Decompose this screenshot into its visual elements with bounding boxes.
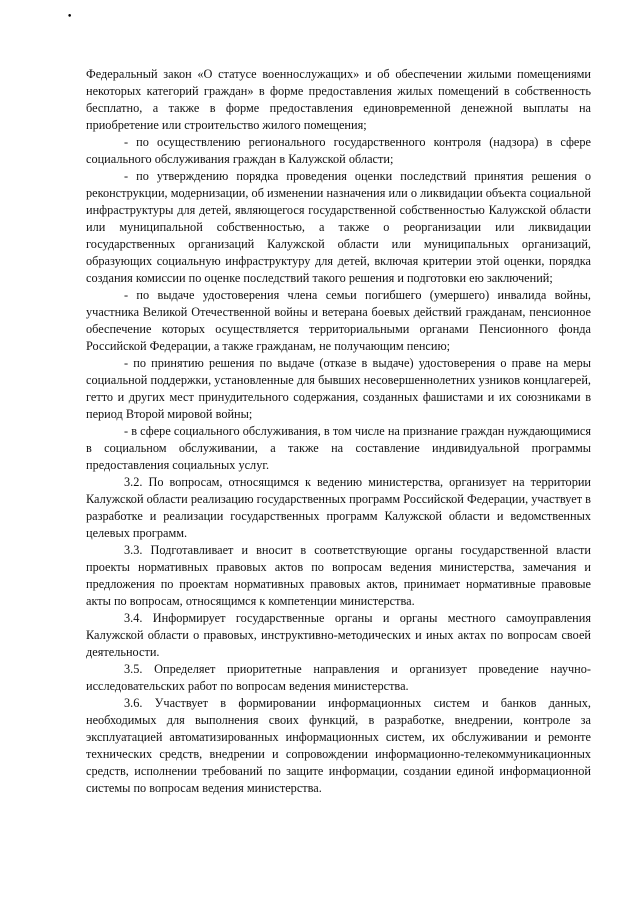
paragraph-3-6: 3.6. Участвует в формировании информационных систем и банков данных, необходимых для выполнения своих функций, в разработке, внедрении, контроле за эксплуатацией автоматизированных информационных систем, их обслуживании и ремонте технических средств, внедрении и сопровождении информационно-телекоммуникационных средств, исполнении требований по защите информации, создании единой информационной системы по вопросам ведения министерства. <box>86 696 591 795</box>
paragraph-3-4: 3.4. Информирует государственные органы и органы местного самоуправления Калужской области о правовых, инструктивно-методических и иных актах по вопросам своей деятельности. <box>86 611 591 659</box>
paragraph-regional-control: - по осуществлению регионального государственного контроля (надзора) в сфере социального обслуживания граждан в Калужской области; <box>86 135 591 166</box>
paragraph-family-certificate: - по выдаче удостоверения члена семьи погибшего (умершего) инвалида войны, участника Великой Отечественной войны и ветерана боевых действий гражданам, пенсионное обеспечение которых осуществляется территориальными органами Пенсионного фонда Российской Федерации, а также гражданам, не получающим пенсию; <box>86 288 591 353</box>
paragraph-social-infrastructure: - по утверждению порядка проведения оценки последствий принятия решения о реконструкции, модернизации, об изменении назначения или о ликвидации объекта социальной инфраструктуры для детей, являющегося государственной собственностью Калужской области или муниципальной собственностью, а также о реорганизации или ликвидации государственных организаций Калужской области или муниципальных организаций, образующих социальную инфраструктуру для детей, включая критерии этой оценки, порядка создания комиссии по оценке последствий такого решения и подготовки ею заключений; <box>86 169 591 285</box>
document-body <box>86 66 591 797</box>
paragraph-federal-law: Федеральный закон «О статусе военнослужащих» и об обеспечении жилыми помещениями некоторых категорий граждан» в форме предоставления жилых помещений в собственность бесплатно, а также в форме предоставления единовременной денежной выплаты на приобретение или строительство жилого помещения; <box>86 67 591 132</box>
corner-mark: • <box>67 12 73 22</box>
paragraph-prisoners-certificate: - по принятию решения по выдаче (отказе в выдаче) удостоверения о праве на меры социальной поддержки, установленные для бывших несовершеннолетних узников концлагерей, гетто и других мест принудительного содержания, созданных фашистами и их союзниками в период Второй мировой войны; <box>86 356 591 421</box>
paragraph-social-service: - в сфере социального обслуживания, в том числе на признание граждан нуждающимися в социальном обслуживании, а также на составление индивидуальной программы предоставления социальных услуг. <box>86 424 591 472</box>
paragraph-3-3: 3.3. Подготавливает и вносит в соответствующие органы государственной власти проекты нормативных правовых актов по вопросам ведения министерства, замечания и предложения по проектам нормативных правовых актов, принимает нормативные правовые акты по вопросам, относящимся к компетенции министерства. <box>86 543 591 608</box>
paragraph-3-2: 3.2. По вопросам, относящимся к ведению министерства, организует на территории Калужской области реализацию государственных программ Российской Федерации, участвует в разработке и реализации государственных программ Калужской области и ведомственных целевых программ. <box>86 475 591 540</box>
paragraph-3-5: 3.5. Определяет приоритетные направления и организует проведение научно-исследовательских работ по вопросам ведения министерства. <box>86 662 591 693</box>
